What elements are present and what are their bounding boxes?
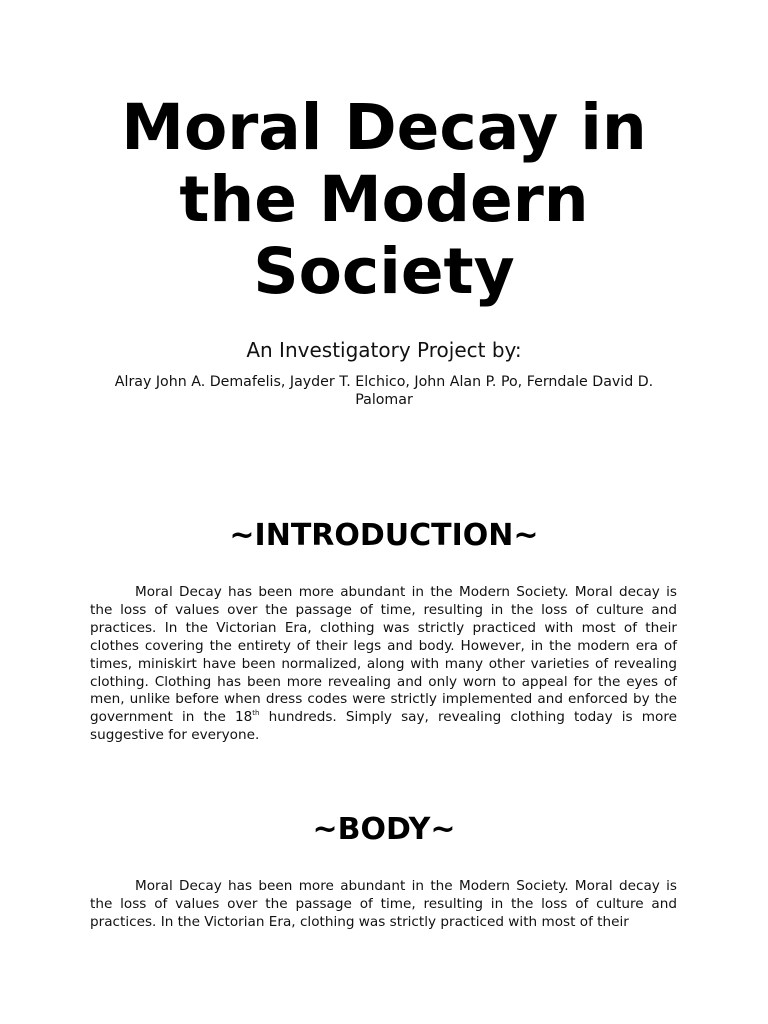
body-heading: ~BODY~ <box>312 812 456 847</box>
document-title: Moral Decay in the Modern Society <box>121 91 647 308</box>
document-subtitle: An Investigatory Project by: <box>246 338 522 362</box>
introduction-paragraph <box>90 584 677 745</box>
introduction-text-part-1: Moral Decay has been more abundant in the Modern Society. Moral decay is the loss of values over the passage of time, resulting in the loss of culture and practices. In the Victorian Era, clothing was strictly practiced with most of their clothes covering the entirety of their legs and body. However, in the modern era of times, miniskirt have been normalized, along with many other varieties of revealing clothing. Clothing has been more revealing and only worn to appeal for the eyes of men, unlike before when dress codes were strictly implemented and enforced by the government in the 18 <box>90 584 677 726</box>
ordinal-superscript: th <box>252 709 260 718</box>
introduction-text-part-2: hundreds. Simply say, revealing clothing today is more suggestive for everyone. <box>90 709 677 744</box>
body-paragraph: Moral Decay has been more abundant in the Modern Society. Moral decay is the loss of values over the passage of time, resulting in the loss of culture and practices. In the Victorian Era, clothing was strictly practiced with most of their <box>90 878 677 930</box>
author-list: Alray John A. Demafelis, Jayder T. Elchico, John Alan P. Po, Ferndale David D. Palomar <box>114 374 654 408</box>
introduction-heading: ~INTRODUCTION~ <box>229 518 539 553</box>
